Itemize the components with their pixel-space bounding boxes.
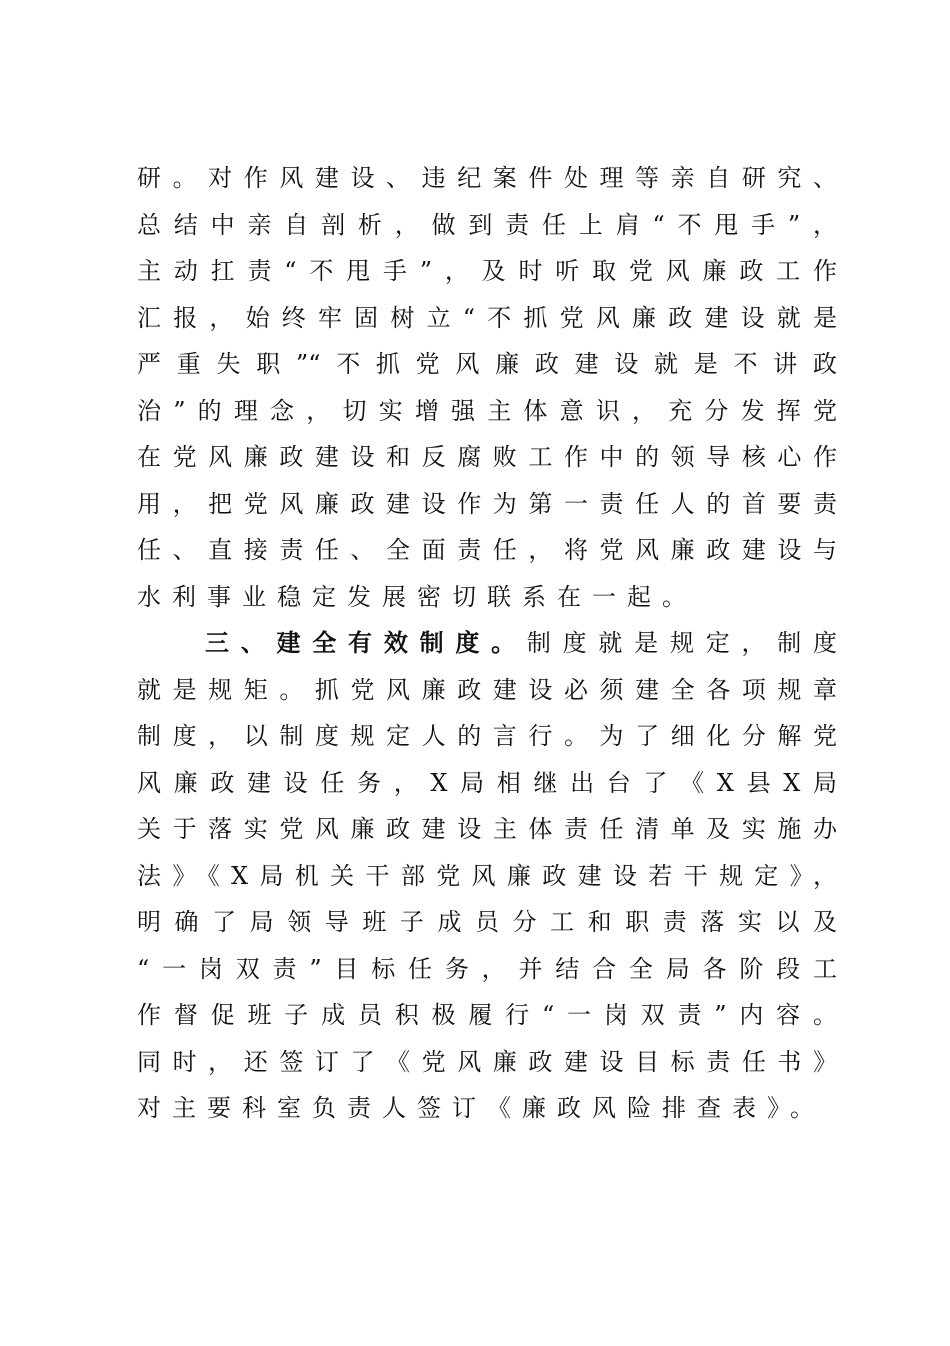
text-line: 汇报，始终牢固树立“不抓党风廉政建设就是 bbox=[137, 303, 837, 332]
text-line: 关于落实党风廉政建设主体责任清单及实施办 bbox=[137, 815, 837, 843]
text-line: 制度，以制度规定人的言行。为了细化分解党 bbox=[137, 722, 837, 750]
text-line: 任、直接责任、全面责任，将党风廉政建设与 bbox=[137, 536, 837, 564]
text-line: 总结中亲自剖析，做到责任上肩“不甩手”， bbox=[137, 210, 837, 239]
section-heading: 三、建全有效制度。 bbox=[205, 629, 527, 657]
text-line: 作督促班子成员积极履行“一岗双责”内容。 bbox=[137, 1001, 837, 1029]
section-first-line-text: 制度就是规定，制度 bbox=[526, 629, 838, 657]
text-line: 治”的理念，切实增强主体意识，充分发挥党 bbox=[137, 396, 837, 425]
text-line: 明确了局领导班子成员分工和职责落实以及 bbox=[137, 908, 837, 936]
text-line: 同时，还签订了《党风廉政建设目标责任书》 bbox=[137, 1047, 837, 1076]
body-text bbox=[137, 155, 837, 1132]
text-line: 就是规矩。抓党风廉政建设必须建全各项规章 bbox=[137, 675, 837, 704]
text-line: 在党风廉政建设和反腐败工作中的领导核心作 bbox=[137, 443, 837, 471]
text-line: 研。对作风建设、违纪案件处理等亲自研究、 bbox=[137, 164, 837, 192]
text-line: “一岗双责”目标任务，并结合全局各阶段工 bbox=[137, 954, 837, 983]
text-line: 对主要科室负责人签订《廉政风险排查表》。 bbox=[137, 1094, 825, 1122]
text-line: 严重失职”“不抓党风廉政建设就是不讲政 bbox=[137, 350, 837, 378]
text-line: 风廉政建设任务，X局相继出台了《X县X局 bbox=[137, 768, 837, 797]
text-line: 用，把党风廉政建设作为第一责任人的首要责 bbox=[137, 489, 837, 518]
text-line: 主动扛责“不甩手”，及时听取党风廉政工作 bbox=[137, 257, 837, 285]
section-first-line bbox=[137, 620, 837, 667]
text-line: 水利事业稳定发展密切联系在一起。 bbox=[137, 582, 697, 611]
text-line: 法》《X局机关干部党风廉政建设若干规定》， bbox=[137, 861, 837, 890]
